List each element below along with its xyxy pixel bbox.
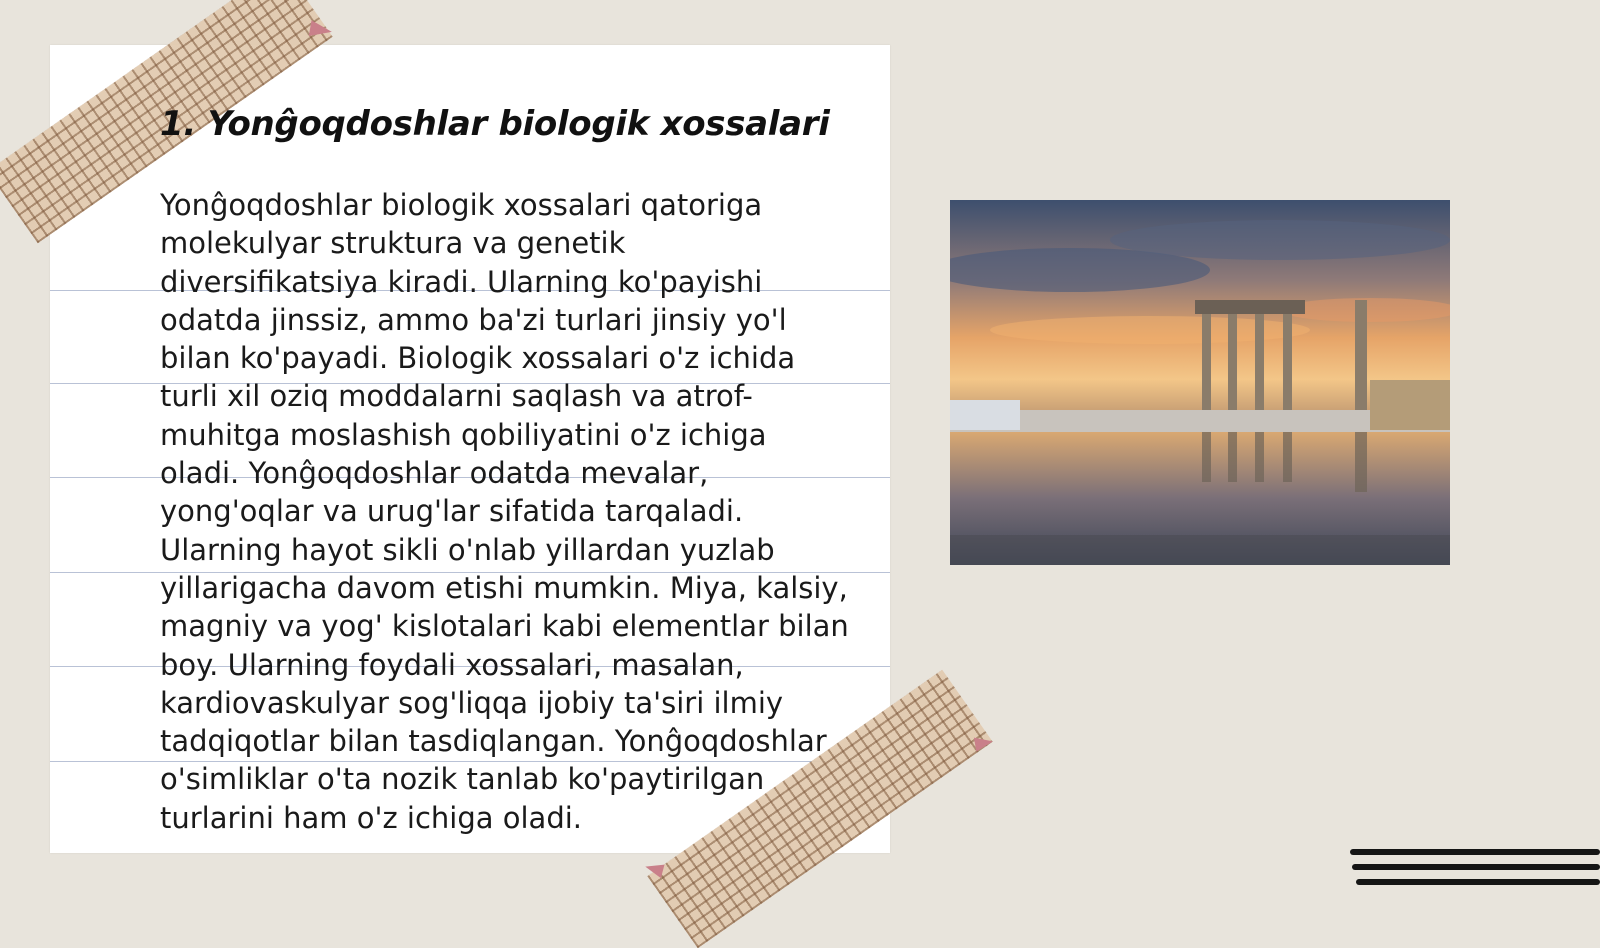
brush-stroke (1356, 879, 1600, 885)
slide-body-text: Yonĝoqdoshlar biologik xossalari qatoriga molekulyar struktura va genetik diversifikatsiya kiradi. Ularning ko'payishi odatda jinssiz, ammo ba'zi turlari jinsiy yo'l bilan ko'payadi. Biologik xossalari o'z ichida turli xil oziq moddalarni saqlash va atrof-muhitga moslashish qobiliyatini o'z ichiga oladi. Yonĝoqdoshlar odatda mevalar, yong'oqlar va urug'lar sifatida tarqaladi. Ularning hayot sikli o'nlab yillardan yuzlab yillarigacha davom etishi mumkin. Miya, kalsiy, magniy va yog' kislotalari kabi elementlar bilan boy. Ularning foydali xossalari, masalan, kardiovaskulyar sog'liqqa ijobiy ta'siri ilmiy tadqiqotlar bilan tasdiqlangan. Yonĝoqdoshlar o'simliklar o'ta nozik tanlab ko'paytirilgan turlarini ham o'z ichiga oladi. (160, 188, 849, 835)
brush-stroke (1352, 864, 1600, 870)
brush-stroke (1350, 849, 1600, 855)
slide-title: 1. Yonĝoqdoshlar biologik xossalari (160, 104, 830, 144)
pin-decoration (974, 735, 994, 752)
temple-ruins-image (950, 200, 1450, 565)
temple-ruins-photo (950, 200, 1450, 565)
